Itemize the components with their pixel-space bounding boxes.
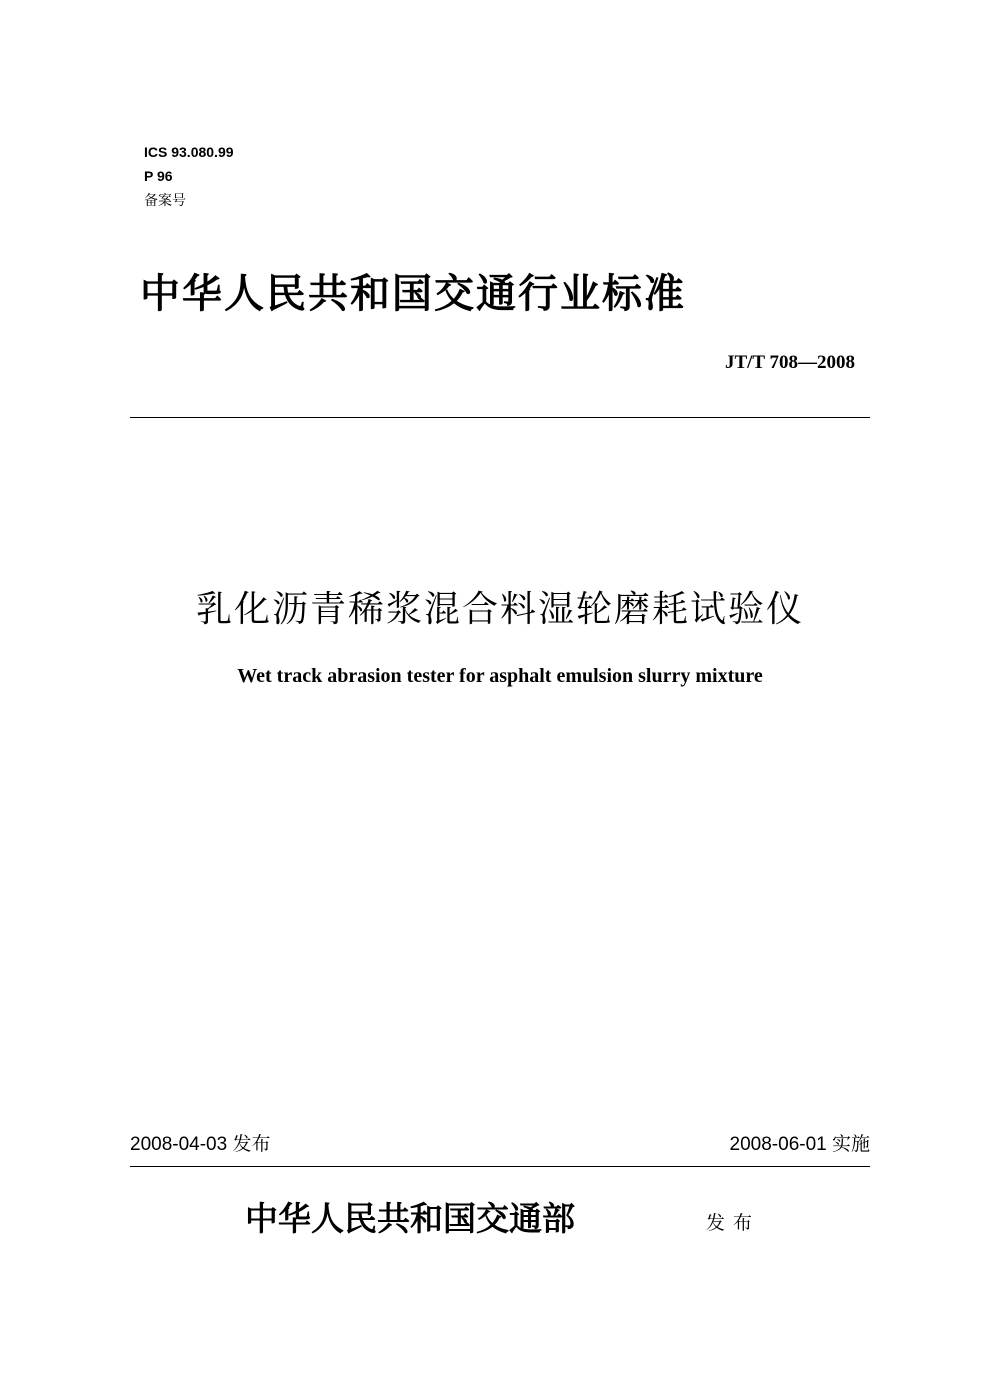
bottom-divider: [130, 1166, 870, 1167]
document-title-english: Wet track abrasion tester for asphalt emulsion slurry mixture: [237, 665, 763, 687]
standard-code: JT/T 708—2008: [724, 352, 855, 373]
issuing-authority: 中华人民共和国交通部: [245, 1199, 575, 1238]
standard-category-title: 中华人民共和国交通行业标准: [140, 270, 686, 317]
issue-date: 2008-04-03 发布: [130, 1134, 271, 1155]
implementation-date: 2008-06-01 实施: [729, 1134, 870, 1155]
classification-block: [144, 140, 234, 212]
ics-number: ICS 93.080.99: [144, 144, 234, 160]
ccs-number: P 96: [144, 168, 173, 184]
document-title-chinese: 乳化沥青稀浆混合料湿轮磨耗试验仪: [195, 589, 804, 630]
record-number-label: 备案号: [144, 192, 186, 208]
issued-label: 发布: [706, 1212, 761, 1234]
top-divider: [130, 417, 870, 418]
